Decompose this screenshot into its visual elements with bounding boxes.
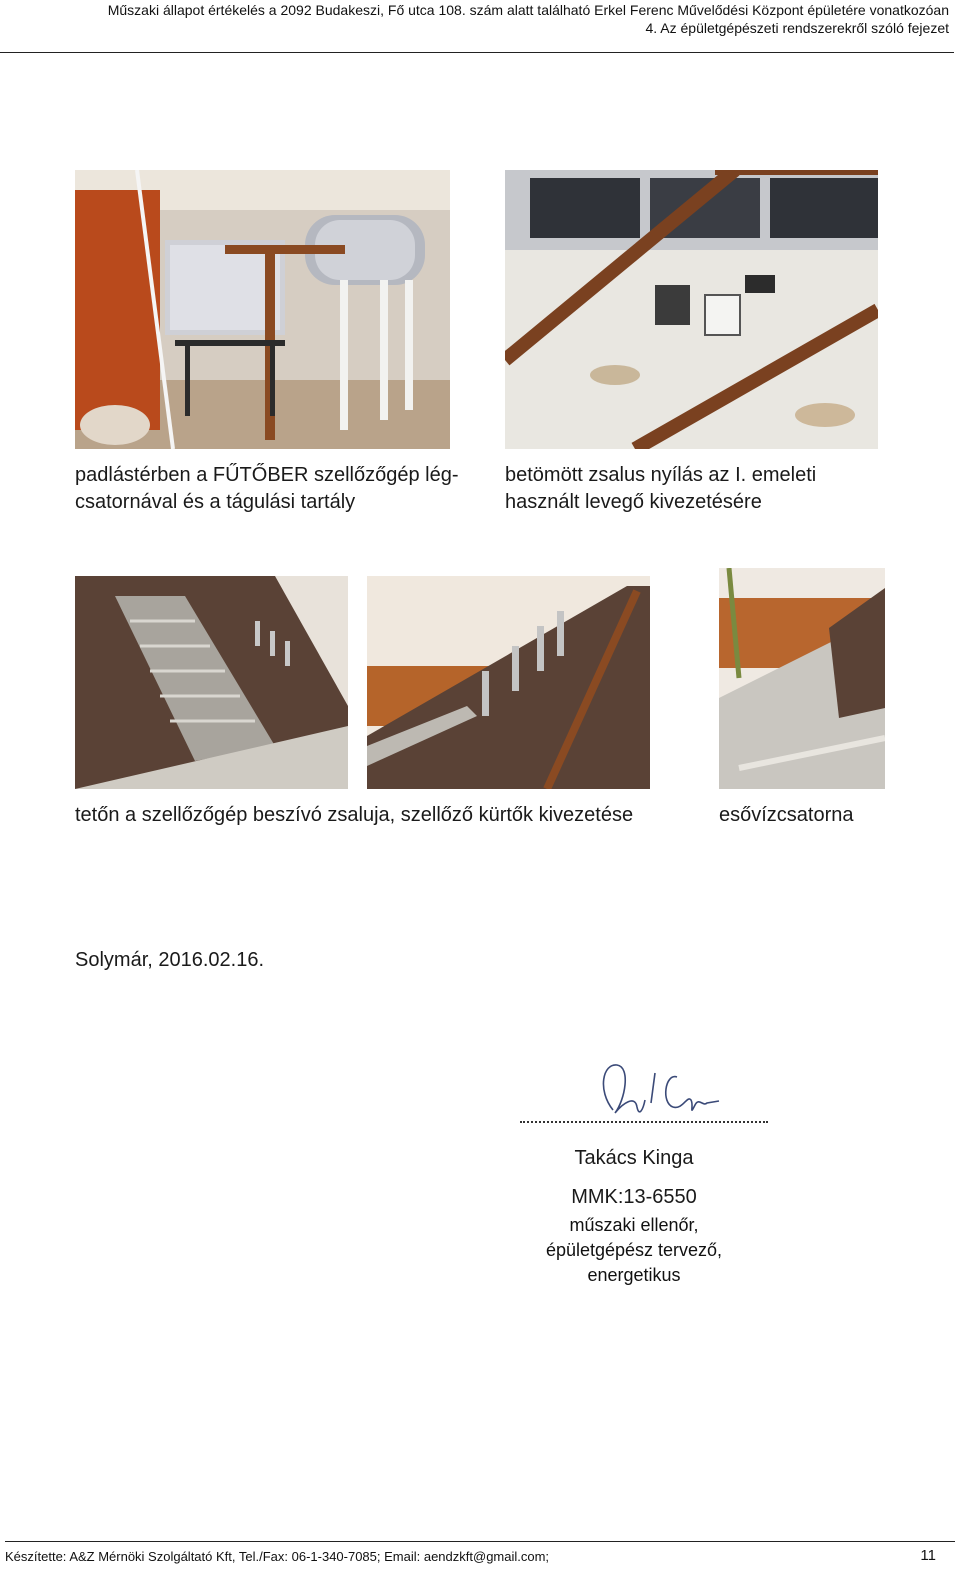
- photo-blocked-louver: [505, 170, 878, 449]
- place-date: Solymár, 2016.02.16.: [75, 949, 265, 971]
- caption-gutter: esővízcsatorna: [719, 804, 854, 826]
- signer-role-inspector: műszaki ellenőr,: [569, 1215, 699, 1235]
- signature-line: [520, 1121, 768, 1123]
- footer-rule: [5, 1541, 955, 1542]
- caption-attic: padlástérben a FŰTŐBER szellőzőgép lég-csatornával és a tágulási tartály: [75, 464, 459, 513]
- signer-role-energy: energetikus: [587, 1265, 681, 1285]
- footer-text: Készítette: A&Z Mérnöki Szolgáltató Kft, Tel./Fax: 06-1-340-7085; Email: aendzkft@gmail.com;: [5, 1549, 550, 1564]
- signer-name: Takács Kinga: [574, 1147, 694, 1169]
- photo-roof-vent-chimneys: [367, 576, 650, 789]
- signer-roles: [484, 1213, 784, 1288]
- photo-rain-gutter: [719, 568, 885, 789]
- signer-role-designer: épületgépész tervező,: [545, 1240, 723, 1260]
- page-number: 11: [920, 1547, 936, 1564]
- header-chapter: 4. Az épületgépészeti rendszerekről szóló fejezet: [645, 20, 949, 36]
- signer-license: MMK:13-6550: [571, 1186, 697, 1208]
- handwritten-signature: [595, 1055, 725, 1135]
- caption-roof: tetőn a szellőzőgép beszívó zsaluja, szellőző kürtők kivezetése: [75, 804, 634, 826]
- photo-roof-intake-louver: [75, 576, 348, 789]
- photo-attic-ventilation-unit: [75, 170, 450, 449]
- header-title: Műszaki állapot értékelés a 2092 Budakeszi, Fő utca 108. szám alatt található Erkel Ferenc Művelődési Központ épületére vonatkozóan: [107, 2, 949, 18]
- header-rule: [0, 52, 954, 53]
- caption-louver: betömött zsalus nyílás az I. emeleti használt levegő kivezetésére: [505, 464, 817, 513]
